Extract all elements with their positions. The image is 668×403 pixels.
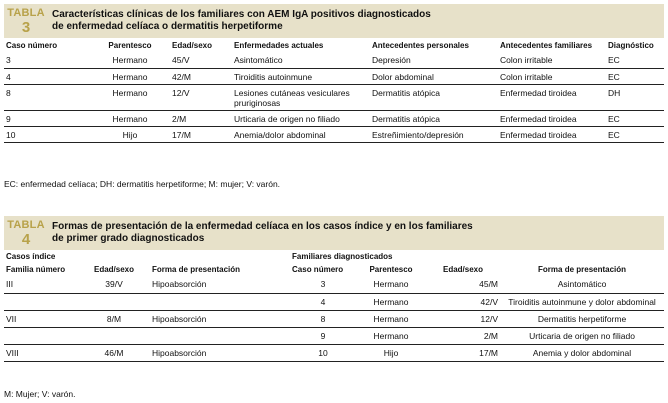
cell: 3 xyxy=(4,52,90,68)
cell: 9 xyxy=(4,110,90,126)
cell: Enfermedad tiroidea xyxy=(498,110,606,126)
table-tag-label: TABLA xyxy=(7,219,45,231)
title-line-2: de enfermedad celíaca o dermatitis herpetiforme xyxy=(52,21,283,32)
cell: Enfermedad tiroidea xyxy=(498,84,606,110)
table-4-tag xyxy=(4,216,48,247)
table-row xyxy=(4,293,664,310)
table-row xyxy=(4,344,664,361)
table-tag-number: 4 xyxy=(21,231,31,248)
col-header: Parentesco xyxy=(108,40,152,50)
col-header: Caso número xyxy=(292,264,344,274)
col-header: Parentesco xyxy=(369,264,413,274)
cell: Hermano xyxy=(90,110,170,126)
cell: Dermatitis atópica xyxy=(370,110,498,126)
table-row xyxy=(4,110,664,126)
cell: DH xyxy=(606,84,664,110)
cell: Hipoabsorción xyxy=(150,310,290,327)
title-line-2: de primer grado diagnosticados xyxy=(52,233,205,244)
cell xyxy=(78,293,150,310)
col-header: Edad/sexo xyxy=(443,264,484,274)
table-4-group-row xyxy=(4,250,664,262)
cell: Tiroiditis autoinmune y dolor abdominal xyxy=(500,293,664,310)
cell xyxy=(78,327,150,344)
cell xyxy=(150,293,290,310)
cell: Dolor abdominal xyxy=(370,68,498,84)
cell: 10 xyxy=(4,126,90,142)
table-row xyxy=(4,276,664,293)
table-row xyxy=(4,52,664,68)
cell: Anemia y dolor abdominal xyxy=(500,344,664,361)
cell xyxy=(4,327,78,344)
cell: Depresión xyxy=(370,52,498,68)
table-3-header-row xyxy=(4,38,664,52)
col-header: Enfermedades actuales xyxy=(234,40,324,50)
cell: Dermatitis atópica xyxy=(370,84,498,110)
cell: Urticaria de origen no filiado xyxy=(232,110,370,126)
cell: III xyxy=(4,276,78,293)
title-line-1: Características clínicas de los familiares con AEM IgA positivos diagnosticados xyxy=(52,9,431,20)
cell: Hermano xyxy=(356,310,426,327)
table-4-grid xyxy=(4,250,664,362)
table-row xyxy=(4,68,664,84)
table-3-footnote: EC: enfermedad celíaca; DH: dermatitis herpetiforme; M: mujer; V: varón. xyxy=(4,179,281,189)
cell: EC xyxy=(606,126,664,142)
cell: Dermatitis herpetiforme xyxy=(500,310,664,327)
cell: 8 xyxy=(4,84,90,110)
col-header: Edad/sexo xyxy=(172,40,213,50)
table-4-title xyxy=(48,216,473,245)
group-header-relatives: Familiares diagnosticados xyxy=(292,251,393,261)
col-header: Forma de presentación xyxy=(152,264,241,274)
cell: 10 xyxy=(290,344,356,361)
cell: 46/M xyxy=(78,344,150,361)
cell: Urticaria de origen no filiado xyxy=(500,327,664,344)
cell: Asintomático xyxy=(232,52,370,68)
cell: 42/V xyxy=(426,293,500,310)
cell: 4 xyxy=(4,68,90,84)
cell: Hipoabsorción xyxy=(150,276,290,293)
cell: 12/V xyxy=(170,84,232,110)
cell: Hermano xyxy=(90,84,170,110)
cell: 45/V xyxy=(170,52,232,68)
table-row xyxy=(4,327,664,344)
cell: Asintomático xyxy=(500,276,664,293)
cell: Hijo xyxy=(90,126,170,142)
cell: 9 xyxy=(290,327,356,344)
cell xyxy=(150,327,290,344)
cell: Lesiones cutáneas vesiculares pruriginosas xyxy=(232,84,370,110)
table-3 xyxy=(4,4,664,143)
table-tag-number: 3 xyxy=(21,19,31,36)
cell: EC xyxy=(606,110,664,126)
cell: VII xyxy=(4,310,78,327)
cell: EC xyxy=(606,52,664,68)
col-header: Antecedentes personales xyxy=(372,40,469,50)
table-3-tag xyxy=(4,4,48,35)
table-4 xyxy=(4,216,664,362)
cell: Colon irritable xyxy=(498,68,606,84)
cell: Hermano xyxy=(356,276,426,293)
cell: 42/M xyxy=(170,68,232,84)
table-tag-label: TABLA xyxy=(7,7,45,19)
table-3-grid xyxy=(4,38,664,143)
cell: EC xyxy=(606,68,664,84)
cell: Hermano xyxy=(356,327,426,344)
cell: 2/M xyxy=(426,327,500,344)
cell: 3 xyxy=(290,276,356,293)
col-header: Antecedentes familiares xyxy=(500,40,593,50)
cell: Hermano xyxy=(90,52,170,68)
col-header: Familia número xyxy=(6,264,66,274)
cell: Estreñimiento/depresión xyxy=(370,126,498,142)
cell: 8 xyxy=(290,310,356,327)
cell: Hipoabsorción xyxy=(150,344,290,361)
col-header: Forma de presentación xyxy=(538,264,627,274)
cell: Tiroiditis autoinmune xyxy=(232,68,370,84)
cell: Colon irritable xyxy=(498,52,606,68)
group-header-index-cases: Casos índice xyxy=(6,251,56,261)
table-row xyxy=(4,310,664,327)
cell: 8/M xyxy=(78,310,150,327)
title-line-1: Formas de presentación de la enfermedad celíaca en los casos índice y en los familiares xyxy=(52,221,473,232)
table-row xyxy=(4,84,664,110)
col-header: Diagnóstico xyxy=(608,40,654,50)
cell: Anemia/dolor abdominal xyxy=(232,126,370,142)
cell xyxy=(4,293,78,310)
table-3-header xyxy=(4,4,664,38)
table-4-header-row xyxy=(4,262,664,276)
table-3-title xyxy=(48,4,431,33)
table-4-footnote: M: Mujer; V: varón. xyxy=(4,389,76,399)
cell: 17/M xyxy=(426,344,500,361)
cell: 17/M xyxy=(170,126,232,142)
cell: 2/M xyxy=(170,110,232,126)
cell: 4 xyxy=(290,293,356,310)
cell: Enfermedad tiroidea xyxy=(498,126,606,142)
cell: 39/V xyxy=(78,276,150,293)
table-4-header xyxy=(4,216,664,250)
cell: Hermano xyxy=(356,293,426,310)
cell: Hermano xyxy=(90,68,170,84)
cell: Hijo xyxy=(356,344,426,361)
table-row xyxy=(4,126,664,142)
col-header: Edad/sexo xyxy=(93,264,134,274)
cell: 12/V xyxy=(426,310,500,327)
cell: 45/M xyxy=(426,276,500,293)
cell: VIII xyxy=(4,344,78,361)
col-header: Caso número xyxy=(6,40,58,50)
